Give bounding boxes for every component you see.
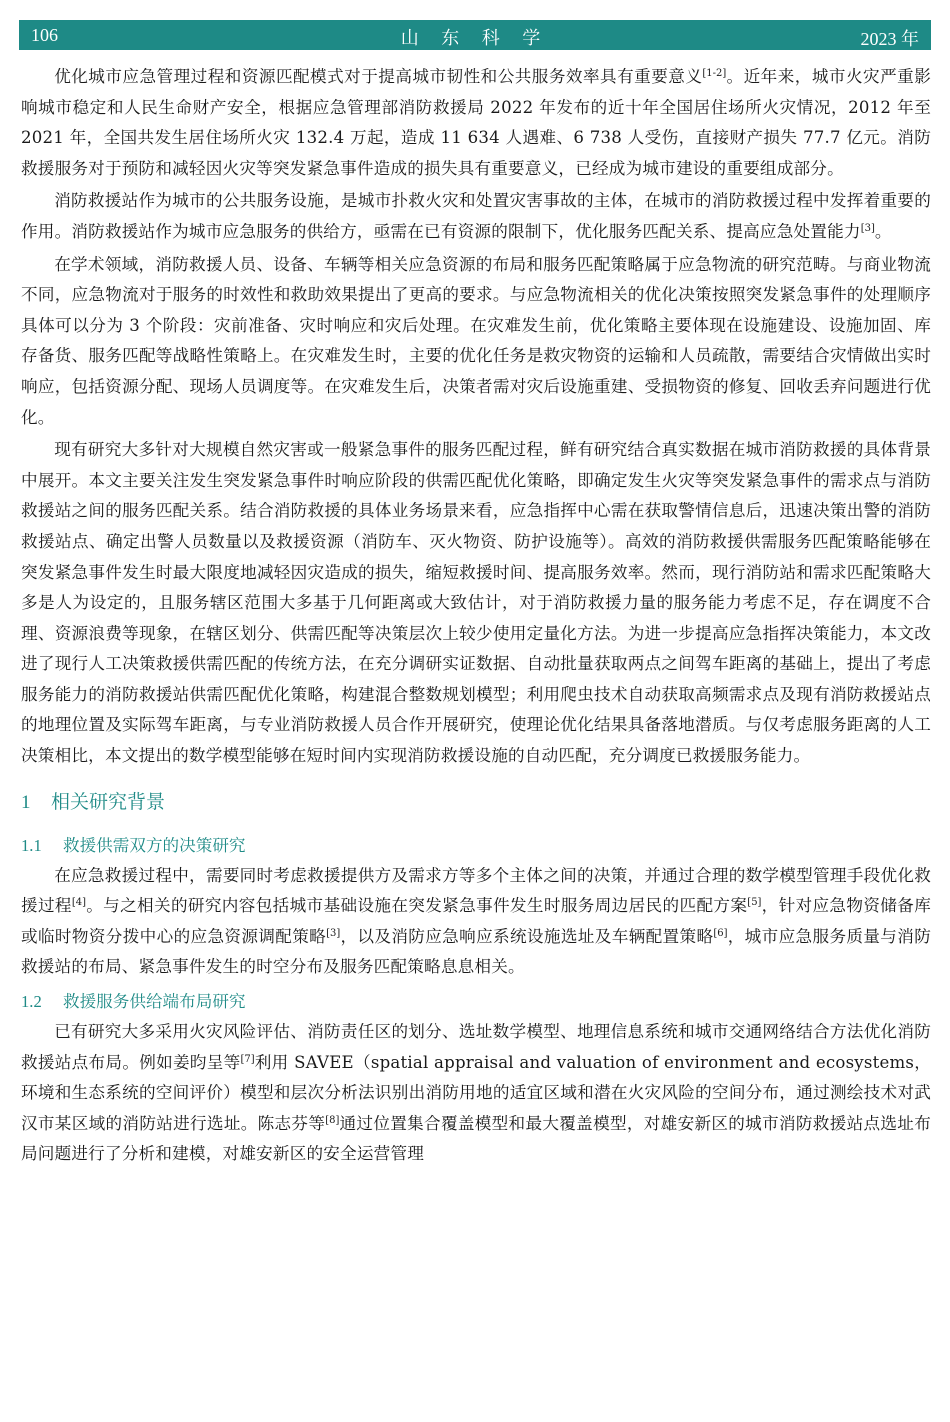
paragraph-intro-3: 在学术领域，消防救援人员、设备、车辆等相关应急资源的布局和服务匹配策略属于应急物流的研究范畴。与商业物流不同，应急物流对于服务的时效性和救助效果提出了更高的要求。与应急物流相关的优化决策按照突发紧急事件的处理顺序具体可以分为 3 个阶段：灾前准备、灾时响应和灾后处理。在灾难发生前，优化策略主要体现在设施建设、设施加固、库存备货、服务匹配等战略性策略上。在灾难发生时，主要的优化任务是救灾物资的运输和人员疏散，需要结合灾情做出实时响应，包括资源分配、现场人员调度等。在灾难发生后，决策者需对灾后设施重建、受损物资的修复、回收丢弃问题进行优化。: [21, 254, 931, 427]
publication-year: 2023 年: [860, 29, 919, 49]
journal-name: 山 东 科 学: [400, 28, 550, 48]
running-header: [19, 20, 931, 50]
citation[interactable]: [8]: [325, 1114, 340, 1126]
citation[interactable]: [1-2]: [702, 68, 727, 79]
paragraph-1-1: 在应急救援过程中，需要同时考虑救援提供方及需求方等多个主体之间的决策，并通过合理的数学模型管理手段优化救援过程[4]。与之相关的研究内容包括城市基础设施在突发紧急事件发生时服务周边居民的匹配方案[5]，针对应急物资储备库或临时物资分拨中心的应急资源调配策略[3]，以及消防应急响应系统设施选址及车辆配置策略[6]，城市应急服务质量与消防救援站的布局、紧急事件发生的时空分布及服务匹配策略息息相关。: [21, 865, 931, 977]
paragraph-intro-2: 消防救援站作为城市的公共服务设施，是城市扑救火灾和处置灾害事故的主体，在城市的消防救援过程中发挥着重要的作用。消防救援站作为城市应急服务的供给方，亟需在已有资源的限制下，优化服务匹配关系、提高应急处置能力[3]。: [21, 191, 931, 241]
subsection-heading-1-2: 1.2 救援服务供给端布局研究: [21, 992, 246, 1012]
citation[interactable]: [3]: [860, 222, 875, 234]
paragraph-1-2: 已有研究大多采用火灾风险评估、消防责任区的划分、选址数学模型、地理信息系统和城市交通网络结合方法优化消防救援站点布局。例如姜昀呈等[7]利用 SAVEE（spatial appraisal and valuation of environment and ecosystems，环境和生态系统的空间评价）模型和层次分析法识别出消防用地的适宜区域和潜在火灾风险的空间分布，通过测绘技术对武汉市某区域的消防站进行选址。陈志芬等[8]通过位置集合覆盖模型和最大覆盖模型，对雄安新区的城市消防救援站点选址布局问题进行了分析和建模，对雄安新区的安全运营管理: [21, 1022, 931, 1164]
citation[interactable]: [6]: [713, 927, 728, 939]
page-number: 106: [31, 25, 58, 45]
citation[interactable]: [4]: [71, 897, 87, 909]
citation[interactable]: [5]: [747, 897, 762, 909]
subsection-heading-1-1: 1.1 救援供需双方的决策研究: [21, 835, 246, 855]
paragraph-intro-4: 现有研究大多针对大规模自然灾害或一般紧急事件的服务匹配过程，鲜有研究结合真实数据在城市消防救援的具体背景中展开。本文主要关注发生突发紧急事件时响应阶段的供需匹配优化策略，即确定发生火灾等突发紧急事件的需求点与消防救援站之间的服务匹配关系。结合消防救援的具体业务场景来看，应急指挥中心需在获取警情信息后，迅速决策出警的消防救援站点、确定出警人员数量以及救援资源（消防车、灭火物资、防护设施等）。高效的消防救援供需服务匹配策略能够在突发紧急事件发生时最大限度地减轻因灾造成的损失，缩短救援时间、提高服务效率。然而，现行消防站和需求匹配策略大多是人为设定的，且服务辖区范围大多基于几何距离或大致估计，对于消防救援力量的服务能力考虑不足，存在调度不合理、资源浪费等现象，在辖区划分、供需匹配等决策层次上较少使用定量化方法。为进一步提高应急指挥决策能力，本文改进了现行人工决策救援供需匹配的传统方法，在充分调研实证数据、自动批量获取两点之间驾车距离的基础上，提出了考虑服务能力的消防救援站供需匹配优化策略，构建混合整数规划模型；利用爬虫技术自动获取高频需求点及现有消防救援站点的地理位置及实际驾车距离，与专业消防救援人员合作开展研究，使理论优化结果具备落地潜质。与仅考虑服务距离的人工决策相比，本文提出的数学模型能够在短时间内实现消防救援设施的自动匹配，充分调度已救援服务能力。: [21, 440, 931, 766]
citation[interactable]: [7]: [240, 1053, 255, 1065]
paragraph-intro-1: 优化城市应急管理过程和资源匹配模式对于提高城市韧性和公共服务效率具有重要意义[1-2]。近年来，城市火灾严重影响城市稳定和人民生命财产安全，根据应急管理部消防救援局 2022 年发布的近十年全国居住场所火灾情况，2012 年至 2021 年，全国共发生居住场所火灾 132.4 万起，造成 11 634 人遇难、6 738 人受伤，直接财产损失 77.7 亿元。消防救援服务对于预防和减轻因火灾等突发紧急事件造成的损失具有重要意义，已经成为城市建设的重要组成部分。: [21, 67, 931, 178]
citation[interactable]: [3]: [326, 927, 341, 939]
article-body: [21, 62, 931, 1170]
section-heading-1: 1 相关研究背景: [21, 790, 166, 813]
